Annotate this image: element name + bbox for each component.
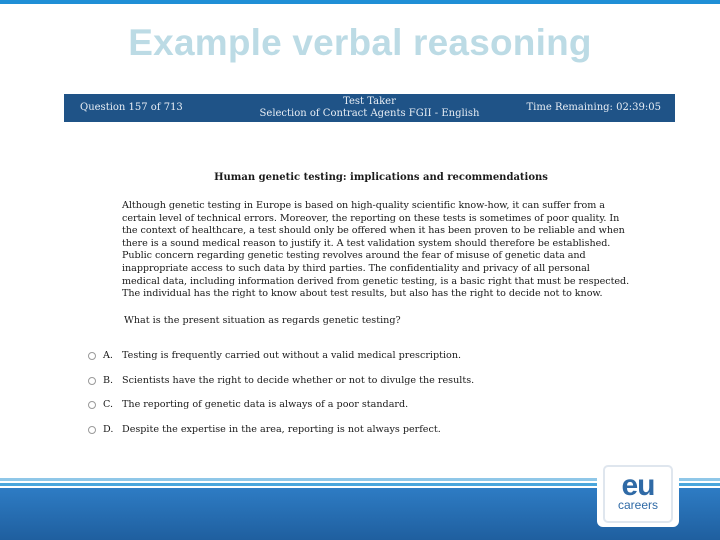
passage-text: Although genetic testing in Europe is based on high-quality scientific know-how, it can suffer from a certain level of technical errors. Moreover, the reporting on these tests is sometimes of poor quality. In the context of healthcare, a test should only be offered when it has been proven to be reliable and when there is a sound medical reason to justify it. A test validation system should therefore be established. Public concern regarding genetic testing revolves around the fear of misuse of genetic data and inappropriate access to such data by third parties. The confidentiality and privacy of all personal medical data, including information derived from genetic testing, is a basic right that must be respected. The individual has the right to know about test results, but also has the right to decide not to know. (122, 200, 630, 300)
radio-button-icon[interactable] (88, 426, 96, 434)
logo-frame (603, 465, 673, 523)
test-taker-label: Test Taker (343, 96, 396, 107)
time-remaining: Time Remaining: 02:39:05 (526, 102, 661, 113)
passage-title: Human genetic testing: implications and recommendations (214, 172, 548, 183)
question-prompt: What is the present situation as regards genetic testing? (124, 314, 401, 326)
slide-title: Example verbal reasoning (128, 22, 592, 63)
question-content (122, 172, 630, 326)
question-counter: Question 157 of 713 (80, 102, 183, 113)
top-accent-rule (0, 0, 720, 4)
answer-option-a[interactable] (88, 350, 648, 375)
answer-option-b[interactable] (88, 375, 648, 400)
option-text: Despite the expertise in the area, reporting is not always perfect. (122, 423, 441, 435)
answer-options (88, 350, 648, 448)
radio-button-icon[interactable] (88, 401, 96, 409)
option-text: The reporting of genetic data is always of a poor standard. (122, 399, 409, 410)
test-header-bar (64, 94, 675, 122)
answer-option-c[interactable] (88, 399, 648, 424)
exam-name: Selection of Contract Agents FGII - English (259, 108, 480, 119)
option-letter: C. (103, 399, 114, 410)
logo-wordmark: careers (617, 498, 658, 512)
radio-button-icon[interactable] (88, 377, 96, 385)
logo-mark: eu (621, 469, 655, 502)
answer-option-d[interactable] (88, 424, 648, 449)
eu-careers-logo (597, 461, 679, 527)
option-letter: D. (103, 423, 114, 435)
option-text: Scientists have the right to decide whether or not to divulge the results. (122, 374, 475, 386)
option-letter: A. (103, 350, 113, 361)
option-text: Testing is frequently carried out without a valid medical prescription. (122, 350, 462, 361)
radio-button-icon[interactable] (88, 352, 96, 360)
option-letter: B. (103, 374, 114, 386)
